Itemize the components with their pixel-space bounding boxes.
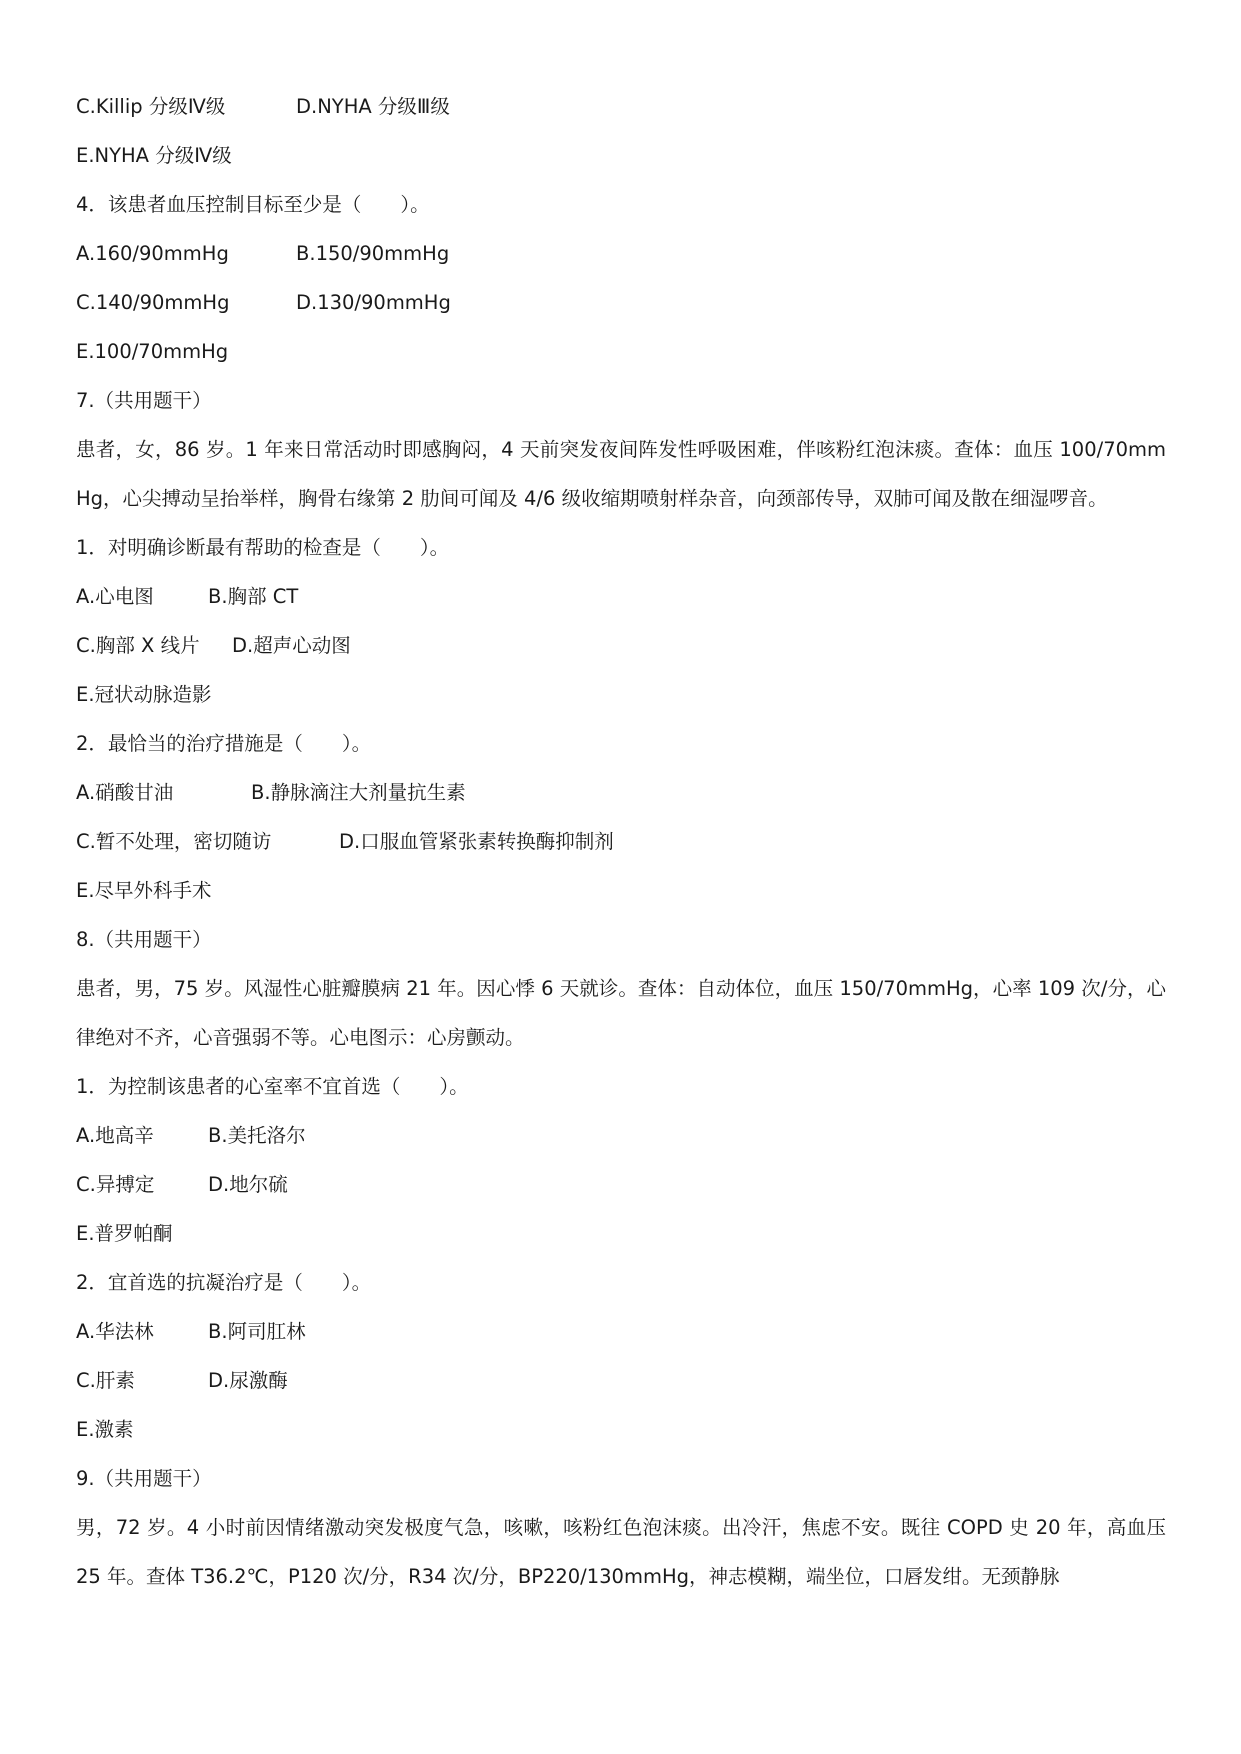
answer-option: E.普罗帕酮 [76,1222,173,1245]
answer-option: B.150/90mmHg [296,242,450,265]
answer-option: C.Killip 分级Ⅳ级 [76,95,226,118]
answer-options-row [76,82,1166,131]
answer-option: B.胸部 CT [208,585,299,608]
answer-option: B.静脉滴注大剂量抗生素 [251,781,466,804]
answer-option: C.胸部 X 线片 [76,634,200,657]
answer-option: B.阿司肛林 [208,1320,306,1343]
answer-option: D.NYHA 分级Ⅲ级 [296,95,450,118]
answer-option: A.地高辛 [76,1124,154,1147]
answer-options-row [76,1405,1166,1454]
answer-option: E.尽早外科手术 [76,879,212,902]
answer-option: D.口服血管紧张素转换酶抑制剂 [339,830,614,853]
answer-options-row [76,229,1166,278]
question-stem-paragraph: 患者，女，86 岁。1 年来日常活动时即感胸闷，4 天前突发夜间阵发性呼吸困难，伴咳粉红泡沫痰。查体：血压 100/70mmHg，心尖搏动呈抬举样，胸骨右缘第 2 肋间可闻及 4/6 级收缩期喷射样杂音，向颈部传导，双肺可闻及散在细湿啰音。 [76,438,1166,510]
answer-options-row [76,1209,1166,1258]
answer-options-row [76,866,1166,915]
document-content [76,82,1166,1601]
answer-options-row [76,670,1166,719]
question-stem-paragraph: 男，72 岁。4 小时前因情绪激动突发极度气急，咳嗽，咳粉红色泡沫痰。出冷汗，焦虑不安。既往 COPD 史 20 年，高血压 25 年。查体 T36.2℃，P120 次/分，R34 次/分，BP220/130mmHg，神志模糊，端坐位，口唇发绀。无颈静脉 [76,1516,1166,1588]
answer-options-row [76,621,1166,670]
answer-options-row [76,1307,1166,1356]
answer-options-row [76,817,1166,866]
answer-options-row [76,1356,1166,1405]
text-line: 4．该患者血压控制目标至少是（ ）。 [76,193,430,216]
answer-option: A.160/90mmHg [76,242,229,265]
answer-option: E.激素 [76,1418,134,1441]
answer-option: E.NYHA 分级Ⅳ级 [76,144,232,167]
answer-option: D.超声心动图 [232,634,351,657]
answer-option: C.暂不处理，密切随访 [76,830,272,853]
answer-option: B.美托洛尔 [208,1124,306,1147]
answer-option: C.异搏定 [76,1173,155,1196]
answer-option: D.130/90mmHg [296,291,451,314]
answer-option: A.心电图 [76,585,154,608]
text-line: 1．对明确诊断最有帮助的检查是（ ）。 [76,536,450,559]
text-line: 7.（共用题干） [76,389,212,412]
answer-option: C.140/90mmHg [76,291,230,314]
answer-option: E.冠状动脉造影 [76,683,212,706]
answer-option: C.肝素 [76,1369,135,1392]
text-line: 1．为控制该患者的心室率不宜首选（ ）。 [76,1075,469,1098]
text-line: 2．最恰当的治疗措施是（ ）。 [76,732,372,755]
text-line: 8.（共用题干） [76,928,212,951]
answer-options-row [76,131,1166,180]
answer-option: A.硝酸甘油 [76,781,174,804]
answer-option: A.华法林 [76,1320,154,1343]
answer-options-row [76,1111,1166,1160]
answer-option: E.100/70mmHg [76,340,229,363]
question-stem-paragraph: 患者，男，75 岁。风湿性心脏瓣膜病 21 年。因心悸 6 天就诊。查体：自动体位，血压 150/70mmHg，心率 109 次/分，心律绝对不齐，心音强弱不等。心电图示：心房颤动。 [76,977,1166,1049]
answer-options-row [76,278,1166,327]
text-line: 2．宜首选的抗凝治疗是（ ）。 [76,1271,372,1294]
answer-options-row [76,327,1166,376]
answer-options-row [76,1160,1166,1209]
answer-option: D.尿激酶 [208,1369,288,1392]
text-line: 9.（共用题干） [76,1467,212,1490]
answer-options-row [76,572,1166,621]
answer-options-row [76,768,1166,817]
answer-option: D.地尔硫 [208,1173,288,1196]
